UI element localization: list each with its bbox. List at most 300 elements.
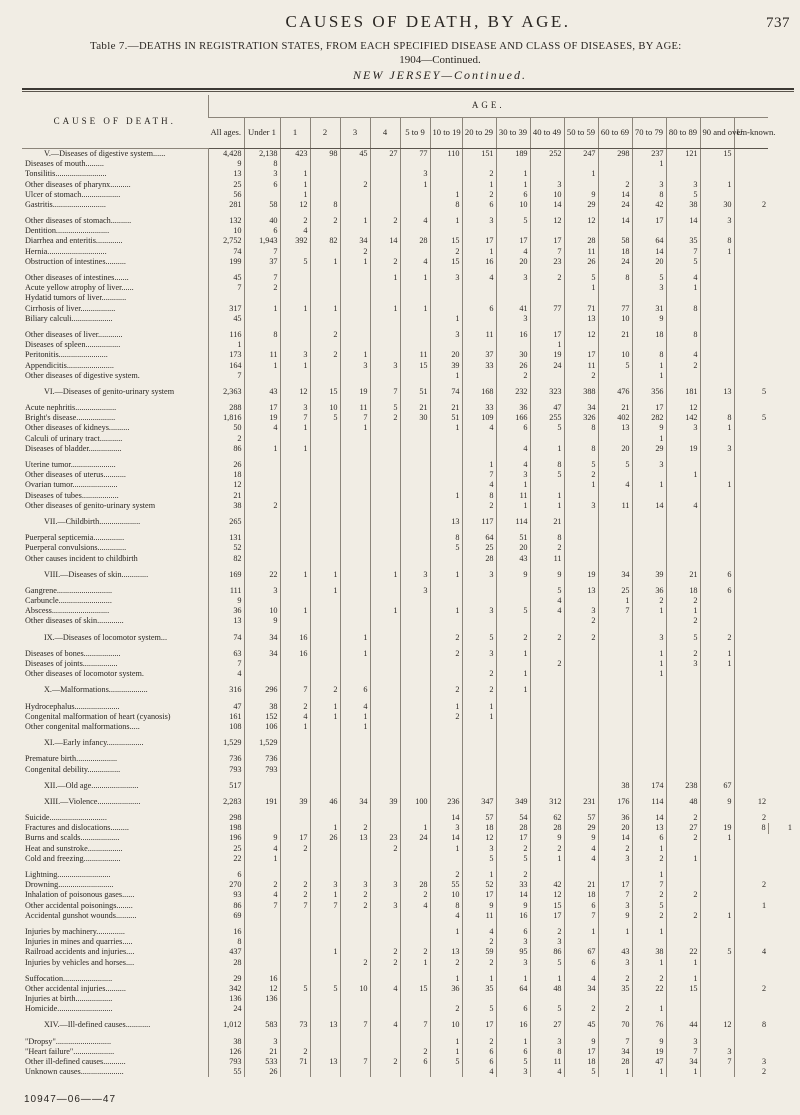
count-cell: 17 xyxy=(462,237,496,247)
count-cell: 30 xyxy=(400,413,430,423)
count-cell xyxy=(734,974,768,984)
count-cell: 55 xyxy=(430,880,462,890)
count-cell: 3 xyxy=(430,330,462,340)
count-cell xyxy=(400,974,430,984)
count-cell: 2 xyxy=(370,947,400,957)
count-cell: 22 xyxy=(208,854,244,864)
count-cell xyxy=(598,870,632,880)
count-cell xyxy=(598,722,632,732)
count-cell xyxy=(734,434,768,444)
table-row xyxy=(22,273,794,283)
count-cell: 1 xyxy=(632,434,666,444)
count-cell: 5 xyxy=(666,633,700,643)
count-cell: 3 xyxy=(700,216,734,226)
count-cell xyxy=(370,180,400,190)
count-cell xyxy=(340,314,370,324)
count-cell xyxy=(400,470,430,480)
count-cell xyxy=(530,434,564,444)
count-cell xyxy=(734,596,768,606)
count-cell xyxy=(564,765,598,775)
count-cell xyxy=(244,314,280,324)
count-cell: 1 xyxy=(310,823,340,833)
count-cell xyxy=(310,480,340,490)
count-cell xyxy=(400,330,430,340)
count-cell xyxy=(370,159,400,169)
count-cell: 9 xyxy=(700,797,734,807)
cause-label: Diseases of mouth......... xyxy=(25,159,104,169)
count-cell: 21 xyxy=(598,403,632,413)
count-cell xyxy=(244,958,280,968)
count-cell: 26 xyxy=(244,1067,280,1077)
count-cell: 1 xyxy=(430,190,462,200)
table-row xyxy=(22,413,794,423)
count-cell: 93 xyxy=(208,890,244,900)
count-cell: 5 xyxy=(734,387,768,397)
count-cell: 6 xyxy=(496,1004,530,1014)
count-cell xyxy=(462,444,496,454)
count-cell xyxy=(400,1067,430,1077)
count-cell xyxy=(244,340,280,350)
cause-label: Cirrhosis of liver................. xyxy=(25,303,116,313)
count-cell: 14 xyxy=(632,813,666,823)
count-cell xyxy=(310,994,340,1004)
count-cell xyxy=(310,1004,340,1014)
table-title-prefix: Table 7.— xyxy=(90,40,139,52)
count-cell: 12 xyxy=(208,480,244,490)
count-cell: 15 xyxy=(700,149,734,160)
count-cell xyxy=(734,834,768,844)
count-cell: 5 xyxy=(530,1004,564,1014)
table-row xyxy=(22,180,794,190)
count-cell: 45 xyxy=(208,314,244,324)
table-row xyxy=(22,870,794,880)
count-cell xyxy=(598,434,632,444)
cause-label: Other diseases of genito-urinary system xyxy=(25,500,156,510)
count-cell: 2 xyxy=(430,649,462,659)
count-cell xyxy=(310,273,340,283)
count-cell xyxy=(530,669,564,679)
count-cell xyxy=(734,911,768,921)
count-cell xyxy=(370,586,400,596)
count-cell xyxy=(598,283,632,293)
count-cell: 1 xyxy=(430,1047,462,1057)
count-cell xyxy=(400,543,430,553)
count-cell: 34 xyxy=(244,633,280,643)
cause-label: Peritonitis........................ xyxy=(25,350,108,360)
count-cell: 18 xyxy=(666,586,700,596)
count-cell: 189 xyxy=(496,149,530,160)
count-cell xyxy=(280,947,310,957)
column-header: 20 to 29 xyxy=(462,118,496,149)
count-cell: 2,752 xyxy=(208,237,244,247)
count-cell: 20 xyxy=(496,257,530,267)
count-cell xyxy=(244,190,280,200)
count-cell xyxy=(400,200,430,210)
count-cell xyxy=(340,434,370,444)
count-cell xyxy=(666,994,700,1004)
count-cell xyxy=(370,870,400,880)
count-cell: 57 xyxy=(462,813,496,823)
count-cell: 1 xyxy=(400,180,430,190)
count-cell: 39 xyxy=(280,797,310,807)
count-cell xyxy=(430,994,462,1004)
count-cell: 16 xyxy=(496,1021,530,1031)
cause-label: VII.—Childbirth.................... xyxy=(44,516,141,526)
count-cell: 1 xyxy=(530,854,564,864)
count-cell xyxy=(496,596,530,606)
count-cell: 4 xyxy=(244,844,280,854)
cause-label: Inhalation of poisonous gases...... xyxy=(25,890,135,900)
count-cell xyxy=(400,669,430,679)
count-cell: 3 xyxy=(496,273,530,283)
table-body xyxy=(22,149,794,1078)
count-cell xyxy=(632,738,666,748)
table-continued: 1904—Continued. xyxy=(399,54,481,66)
count-cell: 12 xyxy=(280,387,310,397)
count-cell xyxy=(462,781,496,791)
count-cell: 2 xyxy=(400,947,430,957)
count-cell xyxy=(598,738,632,748)
count-cell: 7 xyxy=(340,413,370,423)
count-cell xyxy=(666,491,700,501)
count-cell: 2 xyxy=(208,434,244,444)
count-cell xyxy=(666,371,700,381)
count-cell: 7 xyxy=(632,880,666,890)
count-cell: 7 xyxy=(208,283,244,293)
count-cell: 2 xyxy=(530,927,564,937)
count-cell xyxy=(666,927,700,937)
count-cell xyxy=(370,722,400,732)
count-cell: 27 xyxy=(370,149,400,160)
count-cell: 1 xyxy=(430,702,462,712)
count-cell: 11 xyxy=(462,330,496,340)
count-cell: 161 xyxy=(208,712,244,722)
count-cell: 111 xyxy=(208,586,244,596)
cause-label: Suicide............................ xyxy=(25,813,107,823)
count-cell xyxy=(496,159,530,169)
count-cell: 18 xyxy=(564,890,598,900)
count-cell xyxy=(734,543,768,553)
count-cell: 1,529 xyxy=(244,738,280,748)
count-cell xyxy=(400,517,430,527)
count-cell: 2 xyxy=(280,1047,310,1057)
count-cell xyxy=(734,159,768,169)
count-cell: 174 xyxy=(632,781,666,791)
count-cell: 26 xyxy=(208,460,244,470)
count-cell: 3 xyxy=(666,424,700,434)
count-cell xyxy=(564,159,598,169)
count-cell: 2 xyxy=(734,880,768,890)
count-cell xyxy=(666,880,700,890)
count-cell xyxy=(462,659,496,669)
count-cell: 2 xyxy=(244,501,280,511)
count-cell xyxy=(310,1067,340,1077)
count-cell: 27 xyxy=(530,1021,564,1031)
count-cell: 1 xyxy=(632,361,666,371)
count-cell: 67 xyxy=(700,781,734,791)
count-cell: 2 xyxy=(462,937,496,947)
count-cell: 5 xyxy=(496,854,530,864)
cause-label: "Heart failure".................... xyxy=(25,1046,115,1056)
count-cell: 2 xyxy=(430,712,462,722)
count-cell xyxy=(370,754,400,764)
count-cell xyxy=(564,754,598,764)
count-cell: 29 xyxy=(564,823,598,833)
column-header: 60 to 69 xyxy=(598,118,632,149)
count-cell xyxy=(564,293,598,303)
count-cell: 76 xyxy=(632,1021,666,1031)
count-cell: 116 xyxy=(208,330,244,340)
count-cell xyxy=(564,994,598,1004)
count-cell xyxy=(400,501,430,511)
count-cell xyxy=(310,722,340,732)
count-cell xyxy=(370,669,400,679)
cause-label: Other congenital malformations..... xyxy=(25,721,140,731)
count-cell xyxy=(700,434,734,444)
count-cell xyxy=(430,659,462,669)
count-cell xyxy=(734,491,768,501)
column-header: Under 1 xyxy=(244,118,280,149)
count-cell: 476 xyxy=(598,387,632,397)
count-cell: 1 xyxy=(700,659,734,669)
count-cell xyxy=(462,371,496,381)
count-cell: 1 xyxy=(496,649,530,659)
count-cell xyxy=(734,937,768,947)
cause-label: Diseases of tubes.................. xyxy=(25,490,119,500)
cause-label: Hydatid tumors of liver............ xyxy=(25,293,127,303)
count-cell: 1 xyxy=(666,283,700,293)
count-cell xyxy=(734,480,768,490)
cause-label: Puerperal convulsions.............. xyxy=(25,543,127,553)
count-cell: 1 xyxy=(430,491,462,501)
count-cell xyxy=(734,994,768,1004)
count-cell: 35 xyxy=(462,984,496,994)
count-cell xyxy=(340,927,370,937)
count-cell: 6 xyxy=(462,304,496,314)
count-cell: 52 xyxy=(208,543,244,553)
count-cell xyxy=(564,781,598,791)
count-cell xyxy=(280,994,310,1004)
count-cell: 2 xyxy=(462,1037,496,1047)
cause-label: Premature birth.................... xyxy=(25,754,118,764)
count-cell xyxy=(734,226,768,236)
count-cell: 29 xyxy=(208,974,244,984)
running-header xyxy=(90,12,790,36)
count-cell: 3 xyxy=(632,283,666,293)
count-cell: 1 xyxy=(496,480,530,490)
count-cell: 6 xyxy=(496,927,530,937)
count-cell xyxy=(340,1037,370,1047)
count-cell: 86 xyxy=(208,444,244,454)
cause-label: Ulcer of stomach................... xyxy=(25,189,121,199)
count-cell: 2 xyxy=(632,854,666,864)
count-cell xyxy=(400,596,430,606)
count-cell: 5 xyxy=(564,273,598,283)
count-cell xyxy=(340,460,370,470)
count-cell: 28 xyxy=(564,237,598,247)
count-cell: 9 xyxy=(462,901,496,911)
count-cell xyxy=(370,434,400,444)
count-cell: 12 xyxy=(530,890,564,900)
count-cell xyxy=(430,669,462,679)
table-row xyxy=(22,533,794,543)
count-cell: 25 xyxy=(208,180,244,190)
count-cell: 8 xyxy=(430,200,462,210)
count-cell xyxy=(564,937,598,947)
count-cell: 168 xyxy=(462,387,496,397)
count-cell: 1 xyxy=(666,470,700,480)
count-cell xyxy=(496,722,530,732)
table-row xyxy=(22,911,794,921)
count-cell: 19 xyxy=(244,413,280,423)
count-cell: 21 xyxy=(430,403,462,413)
count-cell xyxy=(244,870,280,880)
count-cell xyxy=(310,927,340,937)
count-cell xyxy=(700,685,734,695)
count-cell xyxy=(280,911,310,921)
count-cell xyxy=(734,149,768,160)
count-cell xyxy=(400,1004,430,1014)
count-cell xyxy=(734,722,768,732)
count-cell: 198 xyxy=(208,823,244,833)
count-cell xyxy=(734,958,768,968)
count-cell: 7 xyxy=(208,659,244,669)
count-cell: 2 xyxy=(280,890,310,900)
count-cell xyxy=(370,765,400,775)
count-cell xyxy=(244,293,280,303)
count-cell: 142 xyxy=(666,413,700,423)
count-cell: 14 xyxy=(666,216,700,226)
count-cell xyxy=(370,501,400,511)
count-cell: 9 xyxy=(530,834,564,844)
count-cell xyxy=(462,293,496,303)
count-cell: 30 xyxy=(700,200,734,210)
count-cell xyxy=(370,517,400,527)
count-cell xyxy=(462,754,496,764)
count-cell: 37 xyxy=(462,350,496,360)
count-cell: 16 xyxy=(244,974,280,984)
count-cell: 1 xyxy=(564,927,598,937)
count-cell: 47 xyxy=(208,702,244,712)
count-cell xyxy=(666,870,700,880)
count-cell xyxy=(462,765,496,775)
count-cell: 29 xyxy=(632,444,666,454)
count-cell xyxy=(734,669,768,679)
count-cell xyxy=(430,722,462,732)
count-cell: 2 xyxy=(564,633,598,643)
count-cell xyxy=(564,533,598,543)
count-cell xyxy=(598,994,632,1004)
count-cell xyxy=(496,754,530,764)
count-cell: 2 xyxy=(244,283,280,293)
count-cell: 17 xyxy=(280,834,310,844)
count-cell: 50 xyxy=(208,424,244,434)
count-cell: 4 xyxy=(496,460,530,470)
count-cell: 9 xyxy=(496,901,530,911)
count-cell xyxy=(340,330,370,340)
count-cell: 3 xyxy=(244,169,280,179)
column-header: 4 xyxy=(370,118,400,149)
count-cell xyxy=(400,738,430,748)
count-cell: 17 xyxy=(530,330,564,340)
count-cell: 1 xyxy=(700,247,734,257)
count-cell xyxy=(734,371,768,381)
count-cell xyxy=(430,586,462,596)
count-cell: 2 xyxy=(632,974,666,984)
count-cell: 1 xyxy=(496,669,530,679)
count-cell: 2 xyxy=(370,844,400,854)
column-header: 3 xyxy=(340,118,370,149)
count-cell: 17 xyxy=(564,1047,598,1057)
count-cell: 25 xyxy=(208,844,244,854)
count-cell xyxy=(400,927,430,937)
count-cell: 736 xyxy=(208,754,244,764)
count-cell xyxy=(310,491,340,501)
count-cell: 1 xyxy=(400,823,430,833)
count-cell: 8 xyxy=(208,937,244,947)
count-cell xyxy=(370,1004,400,1014)
count-cell: 10 xyxy=(496,200,530,210)
count-cell xyxy=(310,754,340,764)
count-cell xyxy=(700,340,734,350)
count-cell: 2 xyxy=(340,180,370,190)
count-cell xyxy=(700,880,734,890)
count-cell xyxy=(598,702,632,712)
table-row xyxy=(22,659,794,669)
count-cell xyxy=(340,606,370,616)
count-cell: 5 xyxy=(370,403,400,413)
count-cell xyxy=(666,434,700,444)
count-cell: 12 xyxy=(244,984,280,994)
count-cell: 71 xyxy=(280,1057,310,1067)
count-cell: 13 xyxy=(310,1057,340,1067)
count-cell xyxy=(340,947,370,957)
count-cell xyxy=(734,1004,768,1014)
count-cell xyxy=(734,190,768,200)
count-cell xyxy=(734,460,768,470)
count-cell xyxy=(530,226,564,236)
count-cell: 39 xyxy=(370,797,400,807)
count-cell: 11 xyxy=(530,1057,564,1067)
count-cell: 2 xyxy=(310,216,340,226)
count-cell xyxy=(700,257,734,267)
count-cell: 236 xyxy=(430,797,462,807)
count-cell xyxy=(632,765,666,775)
count-cell xyxy=(400,371,430,381)
count-cell: 12 xyxy=(666,403,700,413)
count-cell: 24 xyxy=(400,834,430,844)
count-cell xyxy=(734,606,768,616)
count-cell xyxy=(666,543,700,553)
column-header: 70 to 79 xyxy=(632,118,666,149)
count-cell: 14 xyxy=(430,834,462,844)
count-cell xyxy=(370,340,400,350)
count-cell: 6 xyxy=(244,226,280,236)
count-cell xyxy=(734,257,768,267)
count-cell xyxy=(280,1067,310,1077)
count-cell xyxy=(310,937,340,947)
count-cell xyxy=(496,226,530,236)
count-cell: 1 xyxy=(496,501,530,511)
count-cell: 7 xyxy=(530,247,564,257)
count-cell: 3 xyxy=(496,958,530,968)
count-cell: 4 xyxy=(462,480,496,490)
count-cell xyxy=(310,844,340,854)
count-cell: 13 xyxy=(700,387,734,397)
count-cell xyxy=(530,781,564,791)
count-cell xyxy=(280,543,310,553)
count-cell xyxy=(400,685,430,695)
